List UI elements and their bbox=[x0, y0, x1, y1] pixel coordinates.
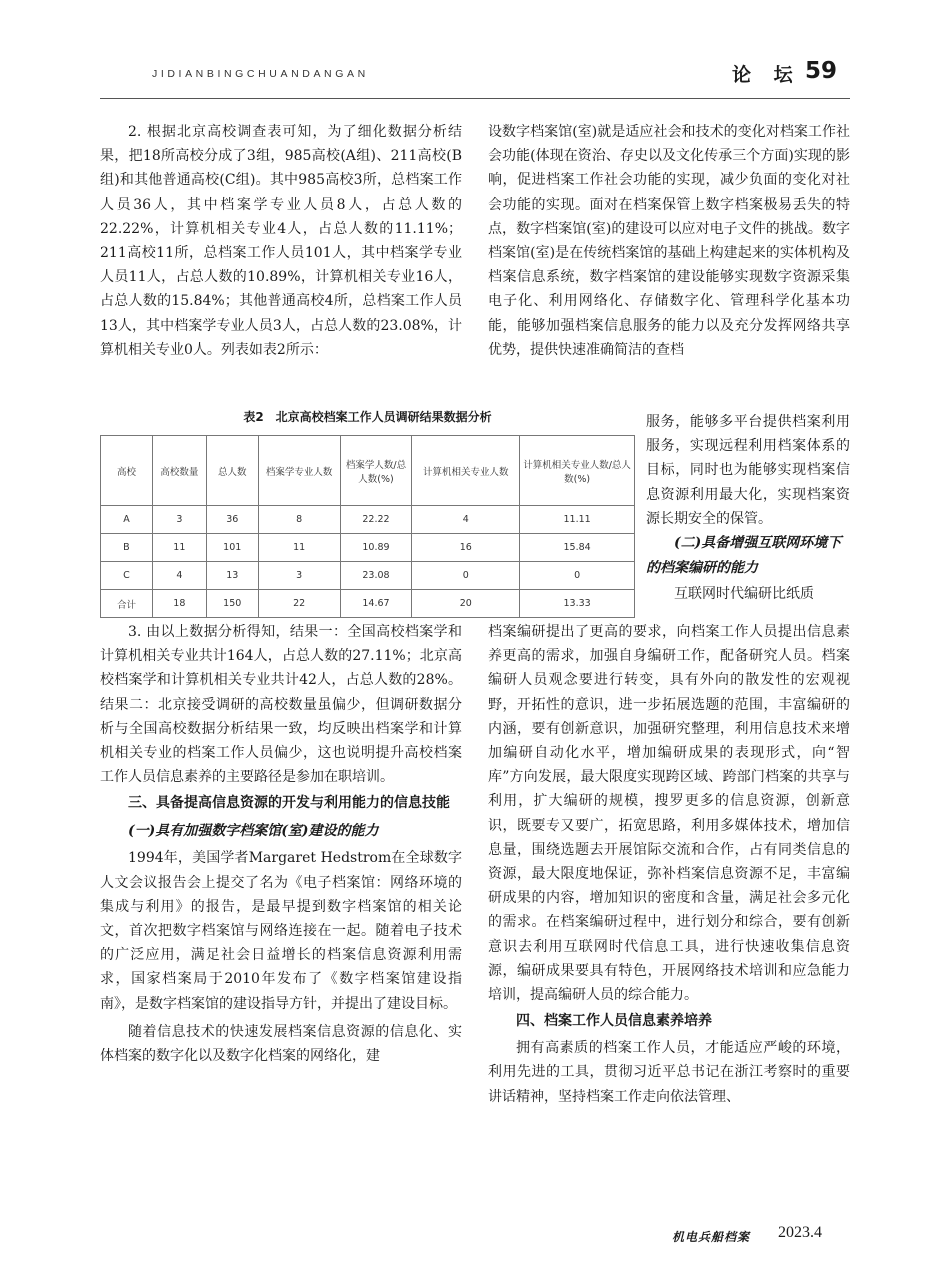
table-header-cell: 计算机相关专业人数/总人数(%) bbox=[520, 436, 635, 506]
right-column-bottom bbox=[488, 620, 850, 1109]
paragraph-3: 3. 由以上数据分析得知，结果一：全国高校档案学和计算机相关专业共计164人，占总人数的27.11%；北京高校档案学和计算机相关专业共计42人，占总人数的28%。结果二：北京接受调研的高校数量虽偏少，但调研数据分析与全国高校数据分析结果一致，均反映出档案学和计算机相关专业的档案工作人员偏少，这也说明提升高校档案工作人员信息素养的主要路径是参加在职培训。 bbox=[100, 624, 462, 786]
footer-issue: 2023.4 bbox=[778, 1224, 822, 1241]
table-cell: B bbox=[101, 534, 153, 562]
table-cell: 101 bbox=[206, 534, 258, 562]
table-cell: 13.33 bbox=[520, 590, 635, 618]
table-cell: 20 bbox=[412, 590, 520, 618]
table-header-cell: 高校 bbox=[101, 436, 153, 506]
table-row bbox=[101, 506, 635, 534]
table-cell: 18 bbox=[152, 590, 206, 618]
table-cell: 11.11 bbox=[520, 506, 635, 534]
left-column-top bbox=[100, 120, 462, 362]
running-header-latin: JIDIANBINGCHUANDANGAN bbox=[152, 68, 369, 80]
table-cell: 15.84 bbox=[520, 534, 635, 562]
table-cell: 3 bbox=[258, 562, 340, 590]
section-heading-3: 三、具备提高信息资源的开发与利用能力的信息技能 bbox=[128, 795, 450, 812]
paragraph-info-tech: 随着信息技术的快速发展档案信息资源的信息化、实体档案的数字化以及数字化档案的网络化，建 bbox=[100, 1023, 462, 1065]
header-rule bbox=[100, 98, 850, 99]
table-row bbox=[101, 534, 635, 562]
paragraph-digital-archive: 设数字档案馆(室)就是适应社会和技术的变化对档案工作社会功能(体现在资治、存史以及文化传承三个方面)实现的影响，促进档案工作社会功能的实现，减少负面的变化对社会功能的实现。面对在档案保管上数字档案极易丢失的特点，数字档案馆(室)的建设可以应对电子文件的挑战。数字档案馆(室)是在传统档案馆的基础上构建起来的实体机构及档案信息系统，数字档案馆的建设能够实现数字资源采集电子化、利用网络化、存储数字化、管理科学化基本功能，能够加强档案信息服务的能力以及充分发挥网络共享优势，提供快速准确简洁的查档 bbox=[488, 124, 850, 358]
data-table bbox=[100, 435, 635, 618]
section-title: 论 坛 bbox=[732, 64, 801, 86]
paragraph-2: 2. 根据北京高校调查表可知，为了细化数据分析结果，把18所高校分成了3组，985高校(A组)、211高校(B组)和其他普通高校(C组)。其中985高校3所，总档案工作人员36人，其中档案学专业人员8人，占总人数的22.22%，计算机相关专业4人，占总人数的11.11%；211高校11所，总档案工作人员101人，其中档案学专业人员11人，占总人数的10.89%，计算机相关专业16人，占总人数的15.84%；其他普通高校4所，总档案工作人员13人，其中档案学专业人员3人，占总人数的23.08%，计算机相关专业0人。列表如表2所示： bbox=[100, 124, 462, 358]
page-number: 59 bbox=[805, 58, 838, 84]
paragraph-compile-head: 互联网时代编研比纸质 bbox=[674, 586, 814, 603]
table-cell: 150 bbox=[206, 590, 258, 618]
table-cell: A bbox=[101, 506, 153, 534]
table-cell: 23.08 bbox=[340, 562, 412, 590]
paragraph-training: 拥有高素质的档案工作人员，才能适应严峻的环境，利用先进的工具，贯彻习近平总书记在浙江考察时的重要讲话精神，坚持档案工作走向依法管理、 bbox=[488, 1040, 850, 1105]
table-header-cell: 高校数量 bbox=[152, 436, 206, 506]
table-header-cell: 档案学专业人数 bbox=[258, 436, 340, 506]
table-header-row bbox=[101, 436, 635, 506]
table-header-cell: 档案学人数/总人数(%) bbox=[340, 436, 412, 506]
table-cell: 36 bbox=[206, 506, 258, 534]
table-row bbox=[101, 562, 635, 590]
table-cell: 0 bbox=[520, 562, 635, 590]
table-header-cell: 计算机相关专业人数 bbox=[412, 436, 520, 506]
subsection-heading-2: (二)具备增强互联网环境下的档案编研的能力 bbox=[646, 535, 842, 577]
table-cell: 14.67 bbox=[340, 590, 412, 618]
table-cell: 3 bbox=[152, 506, 206, 534]
table-cell: 16 bbox=[412, 534, 520, 562]
table-header-cell: 总人数 bbox=[206, 436, 258, 506]
table-cell: 11 bbox=[152, 534, 206, 562]
table-cell: 10.89 bbox=[340, 534, 412, 562]
table-cell: 4 bbox=[412, 506, 520, 534]
table-cell: 13 bbox=[206, 562, 258, 590]
subsection-heading-1: (一)具有加强数字档案馆(室)建设的能力 bbox=[128, 823, 379, 840]
table-row bbox=[101, 590, 635, 618]
table-cell: 合计 bbox=[101, 590, 153, 618]
paragraph-digital-archive-cont: 服务，能够多平台提供档案利用服务，实现远程利用档案体系的目标，同时也为能够实现档案信息资源利用最大化，实现档案资源长期安全的保管。 bbox=[646, 414, 850, 527]
right-column-narrow bbox=[646, 410, 850, 606]
paragraph-hedstrom: 1994年，美国学者Margaret Hedstrom在全球数字人文会议报告会上提交了名为《电子档案馆：网络环境的集成与利用》的报告，是最早提到数字档案馆的相关论文，首次把数字档案馆与网络连接在一起。随着电子技术的广泛应用，满足社会日益增长的档案信息资源利用需求，国家档案局于2010年发布了《数字档案馆建设指南》，是数字档案馆的建设指导方针，并提出了建设目标。 bbox=[100, 850, 462, 1012]
paragraph-compile: 档案编研提出了更高的要求，向档案工作人员提出信息素养更高的需求，加强自身编研工作，配备研究人员。档案编研人员观念要进行转变，具有外向的散发性的宏观视野，开拓性的意识，进一步拓展选题的范围，丰富编研的内涵，要有创新意识，加强研究整理，利用信息技术来增加编研自动化水平，增加编研成果的表现形式，向“智库”方向发展，最大限度实现跨区域、跨部门档案的共享与利用，扩大编研的规模，搜罗更多的信息资源，创新意识，既要专又要广，拓宽思路，利用多媒体技术，增加信息量，围绕选题去开展馆际交流和合作，占有同类信息的资源，最大限度地保证，弥补档案信息资源不足，丰富编研成果的内容，增加知识的密度和含量，满足社会多元化的需求。在档案编研过程中，进行划分和综合，要有创新意识去利用互联网时代信息工具，进行快速收集信息资源，编研成果要具有特色，开展网络技术培训和应急能力培训，提高编研人员的综合能力。 bbox=[488, 624, 850, 1004]
table-cell: C bbox=[101, 562, 153, 590]
footer-journal: 机电兵船档案 bbox=[672, 1230, 751, 1244]
left-column-bottom bbox=[100, 620, 462, 1068]
table-cell: 4 bbox=[152, 562, 206, 590]
table-cell: 22 bbox=[258, 590, 340, 618]
table-cell: 11 bbox=[258, 534, 340, 562]
table-cell: 22.22 bbox=[340, 506, 412, 534]
section-heading-4: 四、档案工作人员信息素养培养 bbox=[516, 1013, 712, 1030]
table-cell: 0 bbox=[412, 562, 520, 590]
right-column-top bbox=[488, 120, 850, 362]
table-cell: 8 bbox=[258, 506, 340, 534]
table-caption: 表2 北京高校档案工作人员调研结果数据分析 bbox=[243, 410, 492, 424]
